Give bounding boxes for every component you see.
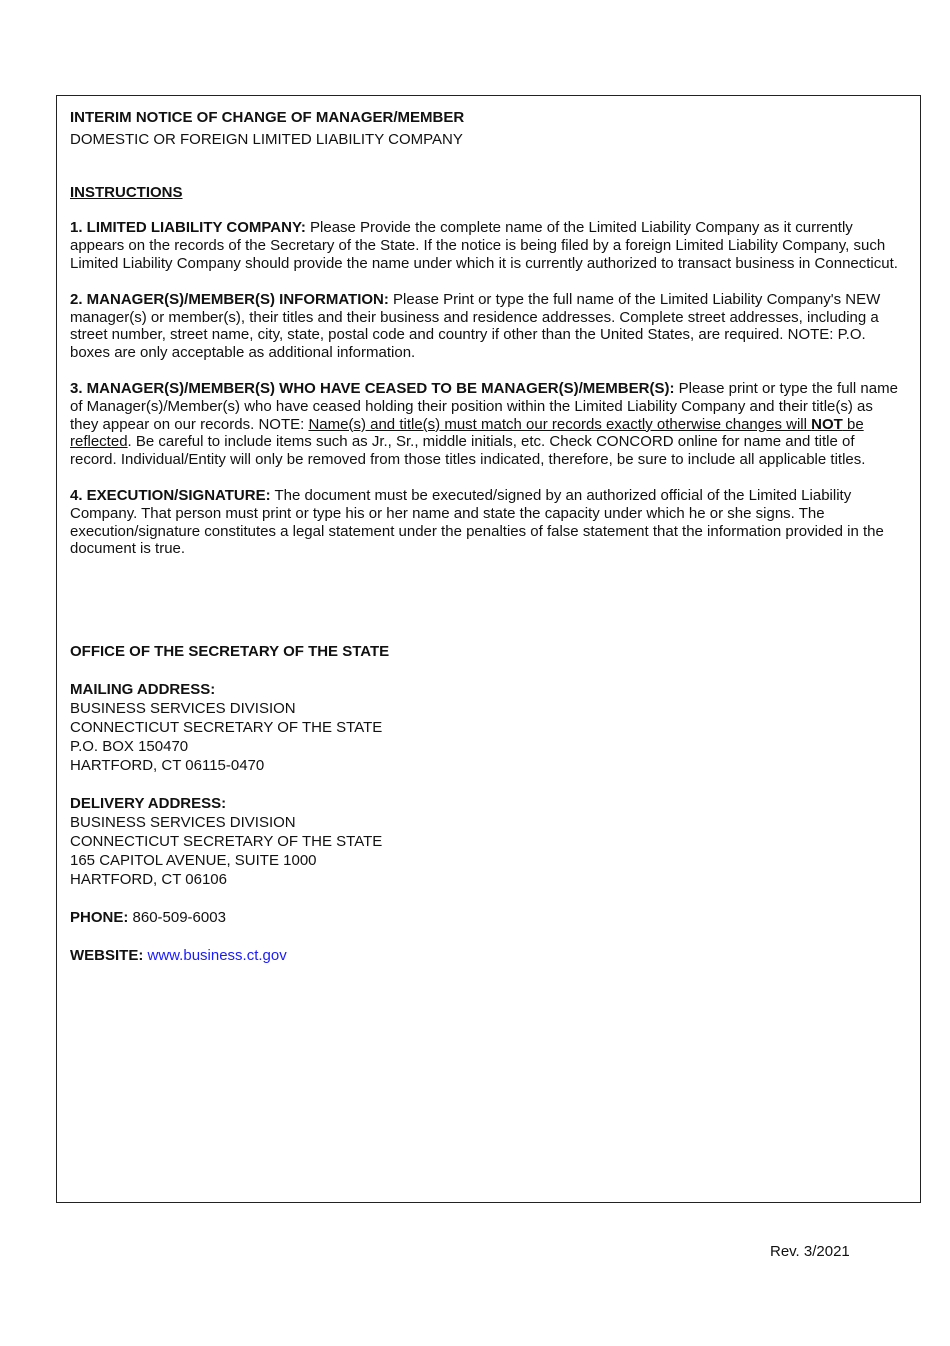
delivery-address-line: 165 CAPITOL AVENUE, SUITE 1000 [70, 851, 317, 869]
instruction-item-1-text: Please Provide the complete name of the Limited Liability Company as it currently appears on the records of the Secretary of the State. If the notice is being filed by a foreign Limited Liability Company, such Limited Liability Company should provide the name under which it is currently authorized to transact business in Connecticut. [70, 219, 898, 272]
office-title: OFFICE OF THE SECRETARY OF THE STATE [70, 643, 390, 661]
instructions-content [70, 109, 905, 965]
instruction-item-3 [70, 380, 905, 469]
form-title: INTERIM NOTICE OF CHANGE OF MANAGER/MEMBER [70, 109, 465, 126]
mailing-address-line: CONNECTICUT SECRETARY OF THE STATE [70, 718, 383, 736]
website-link[interactable]: www.business.ct.gov [147, 946, 287, 964]
phone-label: PHONE: [70, 908, 129, 926]
delivery-address-line: HARTFORD, CT 06106 [70, 870, 227, 888]
instruction-item-1-label: 1. LIMITED LIABILITY COMPANY: [70, 219, 306, 237]
instruction-item-3-underline-b: be reflected [70, 415, 864, 451]
mailing-address [70, 680, 905, 775]
instruction-item-4-label: 4. EXECUTION/SIGNATURE: [70, 486, 271, 504]
instructions-heading: INSTRUCTIONS [70, 183, 183, 201]
instruction-item-3-underline-a: Name(s) and title(s) must match our records exactly otherwise changes will [308, 415, 812, 433]
instruction-item-2-text: Please Print or type the full name of the Limited Liability Company's NEW manager(s) or member(s), their titles and their business and residence addresses. Complete street addresses, including a street number, street name, city, state, postal code and country if other than the United States, are required. NOTE: P.O. boxes are only acceptable as additional information. [70, 290, 881, 362]
mailing-address-label: MAILING ADDRESS: [70, 680, 216, 698]
delivery-address-label: DELIVERY ADDRESS: [70, 794, 227, 812]
instruction-item-3-text-b: . Be careful to include items such as Jr., Sr., middle initials, etc. Check CONCORD online for name and title of record. Individual/Entity will only be removed from those titles indicated, therefore, be sure to include all applicable titles. [70, 433, 866, 469]
delivery-address-line: BUSINESS SERVICES DIVISION [70, 813, 296, 831]
instruction-item-2 [70, 291, 905, 362]
revision-label: Rev. 3/2021 [770, 1243, 850, 1260]
instruction-item-3-underline-bold: NOT [811, 415, 843, 433]
website-line [70, 946, 905, 965]
phone-line [70, 908, 905, 927]
instruction-item-2-label: 2. MANAGER(S)/MEMBER(S) INFORMATION: [70, 290, 389, 308]
mailing-address-line: HARTFORD, CT 06115-0470 [70, 756, 265, 774]
instruction-item-3-text-a: Please print or type the full name of Manager(s)/Member(s) who have ceased holding their position within the Limited Liability Company and their title(s) as they appear on our records. NOTE: [70, 379, 898, 433]
phone-number: 860-509-6003 [128, 908, 226, 926]
instruction-item-4 [70, 487, 905, 558]
instruction-item-1 [70, 219, 905, 272]
delivery-address [70, 794, 905, 889]
website-label: WEBSITE: [70, 946, 144, 964]
instruction-item-3-label: 3. MANAGER(S)/MEMBER(S) WHO HAVE CEASED TO BE MANAGER(S)/MEMBER(S): [70, 379, 675, 397]
delivery-address-line: CONNECTICUT SECRETARY OF THE STATE [70, 832, 383, 850]
mailing-address-line: BUSINESS SERVICES DIVISION [70, 699, 296, 717]
form-subtitle: DOMESTIC OR FOREIGN LIMITED LIABILITY COMPANY [70, 130, 463, 148]
instruction-item-4-text: The document must be executed/signed by an authorized official of the Limited Liability Company. That person must print or type his or her name and state the capacity under which he or she signs. The execution/signature constitutes a legal statement under the penalties of false statement that the information provided in the document is true. [70, 486, 884, 558]
mailing-address-line: P.O. BOX 150470 [70, 737, 189, 755]
